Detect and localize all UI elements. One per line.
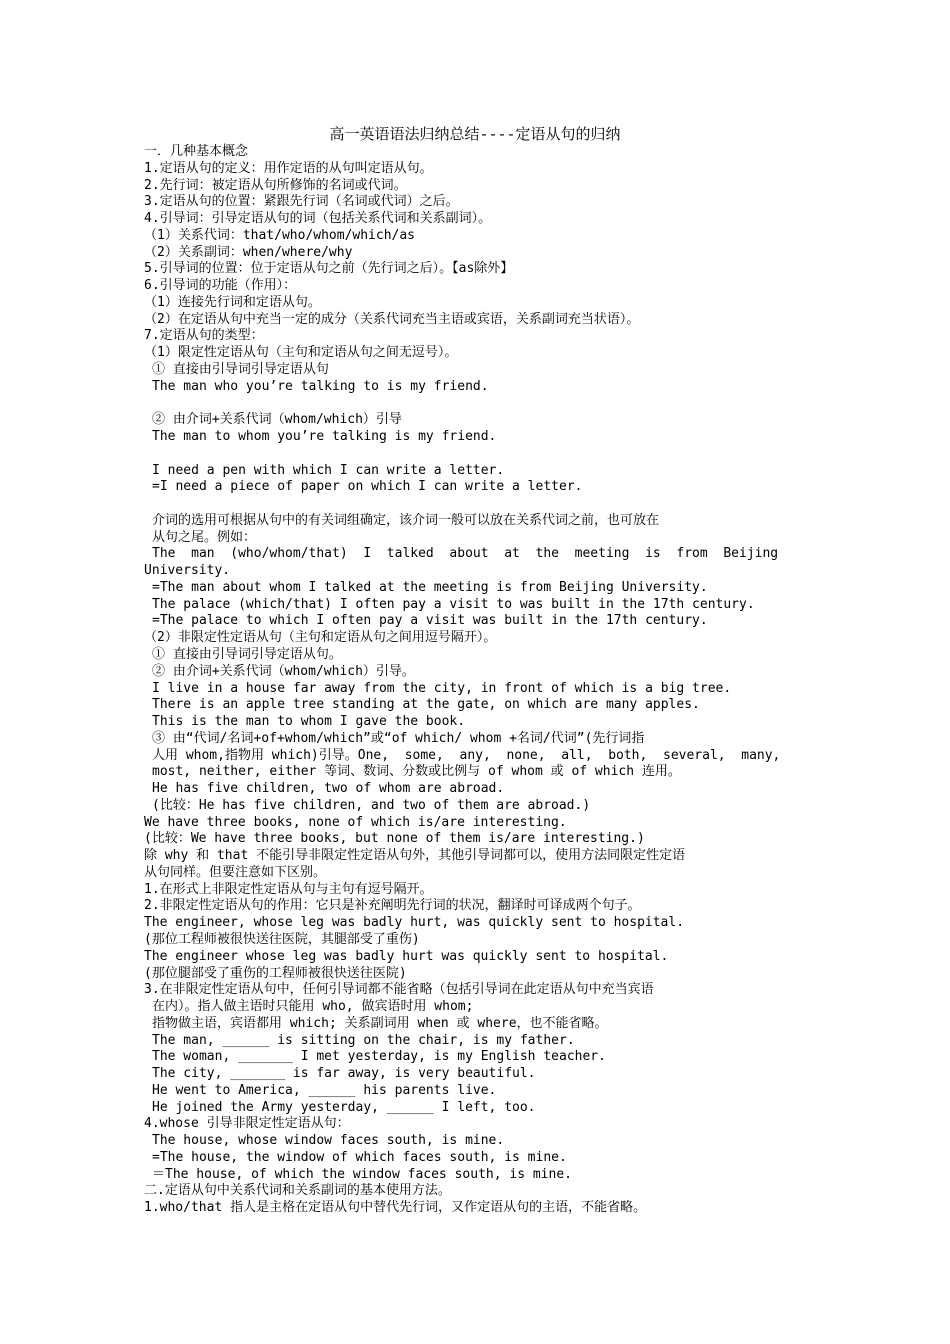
- text-line: =The house, the window of which faces south, is mine.: [152, 1149, 567, 1165]
- text-line: The man (who/whom/that) I talked about at the meeting is from Beijing: [152, 546, 779, 562]
- text-line: 在内）。指人做主语时只能用 who, 做宾语时用 whom;: [152, 999, 474, 1015]
- text-line: （2）关系副词：when/where/why: [144, 244, 353, 260]
- text-line: 2.非限定性定语从句的作用：它只是补充阐明先行词的状况，翻译时可译成两个句子。: [144, 898, 641, 914]
- text-line: I live in a house far away from the city, in front of which is a big tree.: [152, 680, 732, 696]
- text-line: 除 why 和 that 不能引导非限定性定语从句外，其他引导词都可以，使用方法同限定性定语: [144, 848, 686, 864]
- text-line: (比较：We have three books, but none of them is/are interesting.): [144, 831, 645, 847]
- text-line: 从句之尾。例如：: [152, 529, 257, 545]
- text-line: 3.定语从句的位置：紧跟先行词（名词或代词）之后。: [144, 194, 459, 210]
- text-line: (比较：He has five children, and two of them are abroad.): [152, 797, 591, 813]
- blank-line: [144, 446, 816, 463]
- text-line: 1.定语从句的定义：用作定语的从句叫定语从句。: [144, 160, 433, 176]
- text-line: The woman, _______ I met yesterday, is my English teacher.: [152, 1049, 606, 1065]
- text-line: (那位工程师被很快送往医院，其腿部受了重伤): [144, 931, 420, 947]
- text-line: University.: [144, 563, 231, 579]
- text-line: He went to America, ______ his parents live.: [152, 1082, 497, 1098]
- text-line: 1.who/that 指人是主格在定语从句中替代先行词，又作定语从句的主语，不能省略。: [144, 1200, 647, 1216]
- text-line: most, neither, either 等词、数词、分数或比例与 of whom 或 of which 连用。: [152, 764, 681, 780]
- text-line: （2）在定语从句中充当一定的成分（关系代词充当主语或宾语，关系副词充当状语）。: [144, 311, 640, 327]
- text-line: ② 由介词+关系代词（whom/which）引导: [152, 412, 402, 428]
- text-line: The man, ______ is sitting on the chair, is my father.: [152, 1032, 575, 1048]
- blank-line: [144, 395, 816, 412]
- text-line: =The palace to which I often pay a visit was built in the 17th century.: [152, 613, 708, 629]
- text-line: 介词的选用可根据从句中的有关词组确定，该介词一般可以放在关系代词之前，也可放在: [152, 512, 660, 528]
- text-line: 7.定语从句的类型：: [144, 328, 264, 344]
- text-line: (那位腿部受了重伤的工程师被很快送往医院): [144, 965, 407, 981]
- text-line: ① 直接由引导词引导定语从句: [152, 361, 329, 377]
- document-title: 高一英语语法归纳总结----定语从句的归纳: [329, 125, 621, 143]
- text-line: =The man about whom I talked at the meeting is from Beijing University.: [152, 579, 708, 595]
- text-line: The engineer, whose leg was badly hurt, was quickly sent to hospital.: [144, 915, 685, 931]
- text-line: There is an apple tree standing at the gate, on which are many apples.: [152, 697, 700, 713]
- text-line: 二.定语从句中关系代词和关系副词的基本使用方法。: [144, 1183, 451, 1199]
- text-line: ① 直接由引导词引导定语从句。: [152, 646, 342, 662]
- text-line: I need a pen with which I can write a letter.: [152, 462, 505, 478]
- text-line: The engineer whose leg was badly hurt was quickly sent to hospital.: [144, 948, 669, 964]
- text-line: 指物做主语，宾语都用 which; 关系副词用 when 或 where，也不能省略。: [152, 1015, 608, 1031]
- text-line: ② 由介词+关系代词（whom/which）引导。: [152, 663, 415, 679]
- text-line: The house, whose window faces south, is mine.: [152, 1133, 505, 1149]
- text-line: The man to whom you’re talking is my friend.: [152, 429, 497, 445]
- text-line: 从句同样。但要注意如下区别。: [144, 864, 327, 880]
- text-line: The man who you’re talking to is my friend.: [152, 378, 489, 394]
- text-line: （2）非限定性定语从句（主句和定语从句之间用逗号隔开）。: [144, 630, 497, 646]
- text-line: He has five children, two of whom are abroad.: [152, 781, 505, 797]
- text-line: ③ 由“代词/名词+of+whom/which”或“of which/ whom +名词/代词”(先行词指: [152, 730, 645, 746]
- blank-line: [144, 496, 816, 513]
- text-line: We have three books, none of which is/are interesting.: [144, 814, 567, 830]
- text-line: （1）限定性定语从句（主句和定语从句之间无逗号）。: [144, 345, 458, 361]
- document-body: [144, 144, 816, 1217]
- text-line: The palace (which/that) I often pay a visit to was built in the 17th century.: [152, 596, 755, 612]
- text-line: ＝The house, of which the window faces south, is mine.: [152, 1166, 572, 1182]
- text-line: =I need a piece of paper on which I can write a letter.: [152, 479, 583, 495]
- text-line: 人用 whom,指物用 which)引导。One, some, any, none, all, both, several, many,: [152, 747, 781, 763]
- text-line: 5.引导词的位置：位于定语从句之前（先行词之后）。【as除外】: [144, 261, 514, 277]
- text-line: This is the man to whom I gave the book.: [152, 714, 466, 730]
- text-line: 2.先行词：被定语从句所修饰的名词或代词。: [144, 177, 407, 193]
- text-line: 1.在形式上非限定性定语从句与主句有逗号隔开。: [144, 881, 433, 897]
- text-line: He joined the Army yesterday, ______ I left, too.: [152, 1099, 536, 1115]
- text-line: 一．几种基本概念: [144, 144, 249, 159]
- text-line: 3.在非限定性定语从句中，任何引导词都不能省略（包括引导词在此定语从句中充当宾语: [144, 982, 654, 998]
- text-line: （1）连接先行词和定语从句。: [144, 294, 321, 310]
- text-line: 4.whose 引导非限定性定语从句：: [144, 1116, 350, 1132]
- text-line: The city, _______ is far away, is very beautiful.: [152, 1066, 536, 1082]
- text-line: 4.引导词：引导定语从句的词（包括关系代词和关系副词）。: [144, 211, 492, 227]
- text-line: 6.引导词的功能（作用）：: [144, 278, 297, 294]
- text-line: （1）关系代词：that/who/whom/which/as: [144, 227, 416, 243]
